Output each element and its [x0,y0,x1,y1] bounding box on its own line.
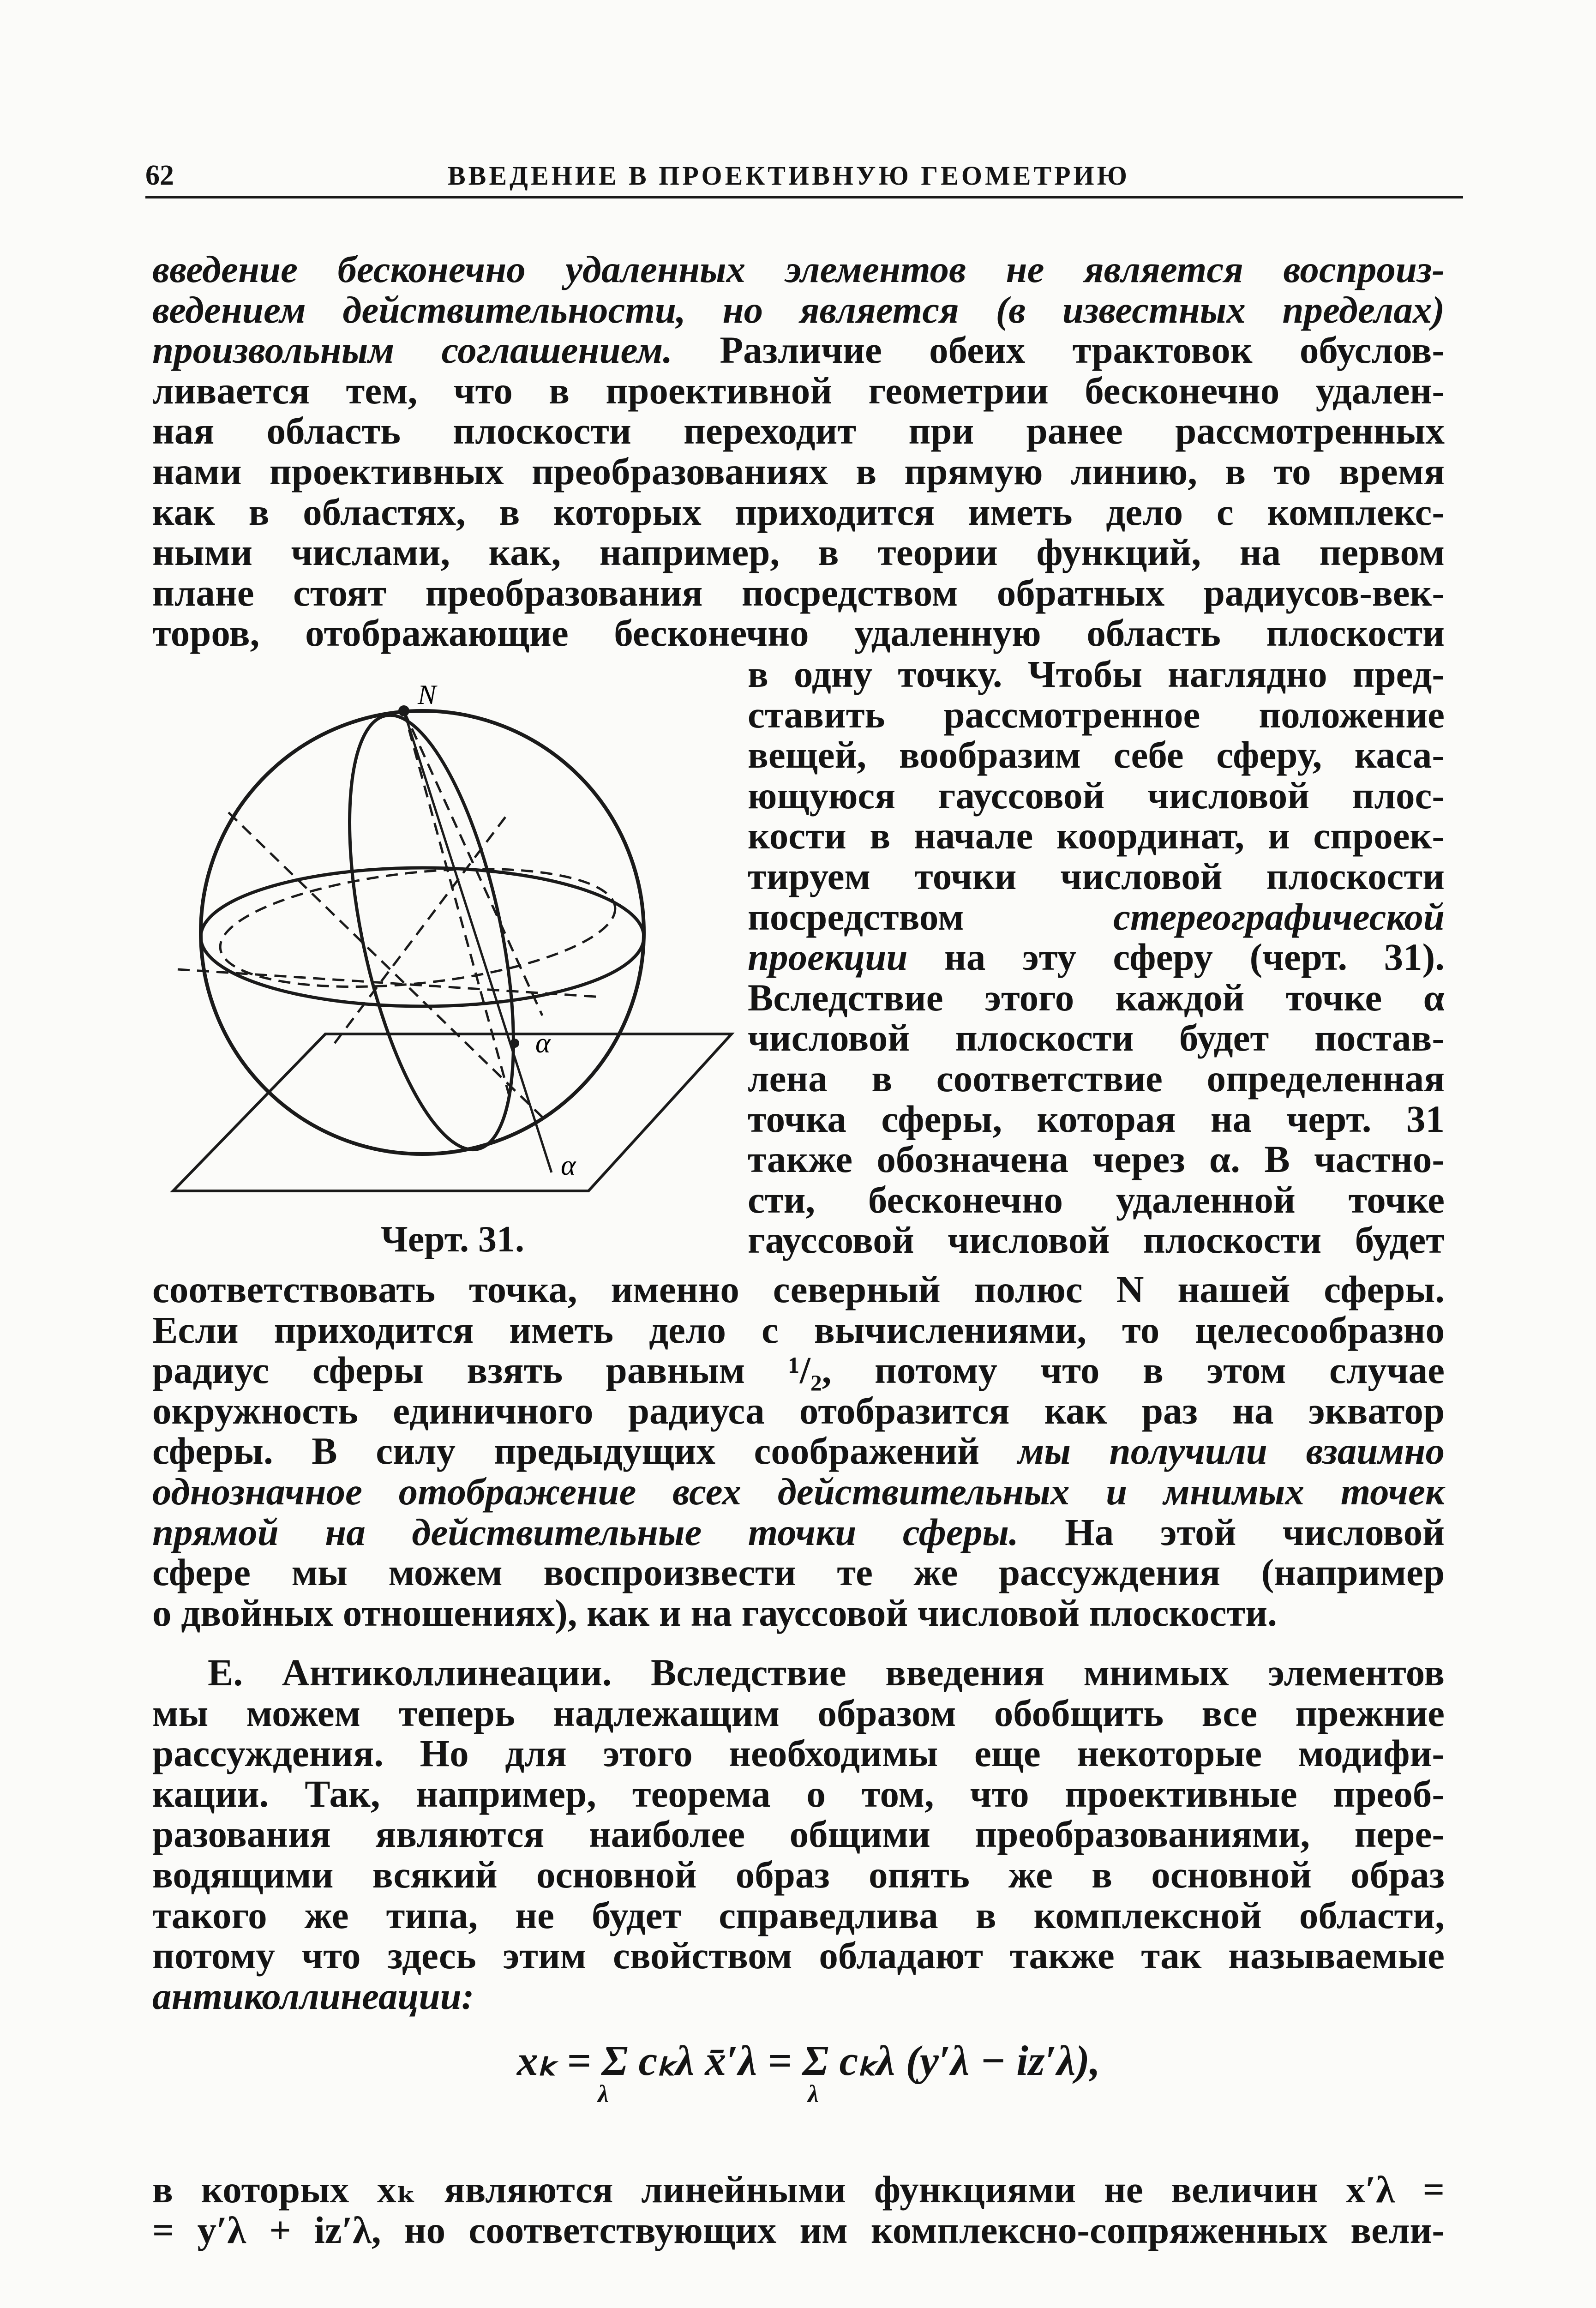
formula-text: xₖ = Σ cₖλ x̄′λ = Σ cₖλ (y′λ − iz′λ), [517,2037,1100,2084]
number-plane [173,1034,732,1191]
text-line: вещей, вообразим себе сферу, каса- [748,733,1445,776]
text-line: плане стоят преобразования посредством обратных радиусов-век- [152,571,1445,614]
text-line: кации. Так, например, теорема о том, что проективные преоб- [152,1772,1445,1815]
page-header [145,150,1463,198]
page-number: 62 [145,160,174,191]
formula [517,2036,1117,2119]
projection-line [404,711,510,1099]
text-line: точка сферы, которая на черт. 31 [748,1097,1445,1140]
text-line: рассуждения. Но для этого необходимы еще некоторые модифи- [152,1732,1445,1775]
text-run: посредством [748,895,964,938]
text-line: однозначное отображение всех действительных и мнимых точек [152,1470,1445,1513]
wrapped-text [748,654,1445,1261]
sphere-figure [145,665,745,1302]
label-alpha-sphere: α [535,1028,551,1059]
text-line: торов, отображающие бесконечно удаленную область плоскости [152,612,1445,655]
text-line: потому что здесь этим свойством обладают также так называемые [152,1934,1445,1977]
projection-line [404,711,542,1016]
text-line: мы можем теперь надлежащим образом обобщить все прежние [152,1691,1445,1734]
text-line: кости в начале координат, и спроек- [748,814,1445,857]
axis-line [178,969,602,997]
text-line: числовой плоскости будет постав- [748,1016,1445,1059]
text-line: окружность единичного радиуса отобразится как раз на экватор [152,1389,1445,1432]
paragraph-sphere [152,1269,1445,1633]
text-line [748,937,1445,978]
equator [201,868,644,1006]
text-line: сти, бесконечно удаленной точке [748,1178,1445,1221]
italic-phrase: произвольным соглашением. [152,329,673,372]
text-run: Вследствие введения мнимых элементов [612,1651,1445,1694]
text-line: радиус сферы взять равным ¹/₂, потому что в этом случае [152,1349,1445,1392]
text-run: На этой числовой [1018,1510,1445,1553]
paragraph-intro [152,249,1445,654]
text-line [152,1431,1445,1472]
text-line: сфере мы можем воспроизвести те же рассуждения (например [152,1551,1445,1594]
text-line: ющуюся гауссовой числовой плос- [748,774,1445,817]
text-line: введение бесконечно удаленных элементов не является воспроиз- [152,248,1445,290]
text-line: ными числами, как, например, в теории функций, на первом [152,531,1445,574]
axis-line [228,812,542,1117]
text-line: как в областях, в которых приходится иметь дело с комплекс- [152,490,1445,533]
italic-phrase: стереографической [1113,895,1445,938]
text-line: нами проективных преобразованиях в прямую линию, в то время [152,450,1445,493]
text-line: водящими всякий основной образ опять же в основной образ [152,1853,1445,1896]
figure-caption: Черт. 31. [381,1219,524,1260]
text-line: ведением действительности, но является (в известных пределах) [152,288,1445,331]
section-heading: E. Антиколлинеации. [208,1651,612,1694]
text-line: разования являются наиболее общими преобразованиями, пере- [152,1813,1445,1856]
paragraph-final [152,2170,1445,2250]
text-line [152,1653,1445,1693]
text-line: в которых xₖ являются линейными функциями не величин x′λ = [152,2168,1445,2211]
alpha-sphere-point [510,1039,519,1048]
sum-index: λ [808,2080,819,2108]
projection-ray [404,711,552,1172]
text-run: Различие обеих трактовок обуслов- [672,329,1445,372]
text-line [152,330,1445,371]
text-line: лена в соответствие определенная [748,1057,1445,1100]
sum-index: λ [598,2080,609,2108]
text-line: Вследствие этого каждой точке α [748,976,1445,1019]
italic-phrase: прямой на действительные точки сферы. [152,1510,1019,1553]
text-line: ливается тем, что в проективной геометрии бесконечно удален- [152,369,1445,412]
text-line: ная область плоскости переходит при ранее рассмотренных [152,409,1445,452]
text-line: антиколлинеации: [152,1974,474,2017]
italic-phrase: проекции [748,936,908,979]
text-line: Если приходится иметь дело с вычислениями, то целесообразно [152,1308,1445,1351]
running-title: ВВЕДЕНИЕ В ПРОЕКТИВНУЮ ГЕОМЕТРИЮ [448,161,1130,191]
text-line: ставить рассмотренное положение [748,693,1445,736]
text-line [152,1512,1445,1553]
text-line: гауссовой числовой плоскости будет [748,1219,1445,1262]
italic-phrase: мы получили взаимно [1018,1430,1445,1473]
text-line: в одну точку. Чтобы наглядно пред- [748,653,1445,695]
text-line: соответствовать точка, именно северный полюс N нашей сферы. [152,1268,1445,1310]
label-alpha-plane: α [561,1150,576,1181]
text-run: на эту сферу (черт. 31). [907,936,1445,979]
text-run: сферы. В силу предыдущих соображений [152,1430,1018,1473]
text-line: такого же типа, не будет справедлива в комплексной области, [152,1893,1445,1936]
text-line [748,897,1445,938]
paragraph-anticollineations [152,1653,1445,2016]
hidden-circle [215,852,621,1004]
text-line: о двойных отношениях), как и на гауссовой числовой плоскости. [152,1591,1277,1634]
text-line: тируем точки числовой плоскости [748,854,1445,897]
north-pole-point [398,705,409,716]
text-line: = y′λ + iz′λ, но соответствующих им комплексно-сопряженных вели- [152,2208,1445,2251]
text-line: также обозначена через α. В частно- [748,1138,1445,1181]
label-n: N [418,679,437,710]
